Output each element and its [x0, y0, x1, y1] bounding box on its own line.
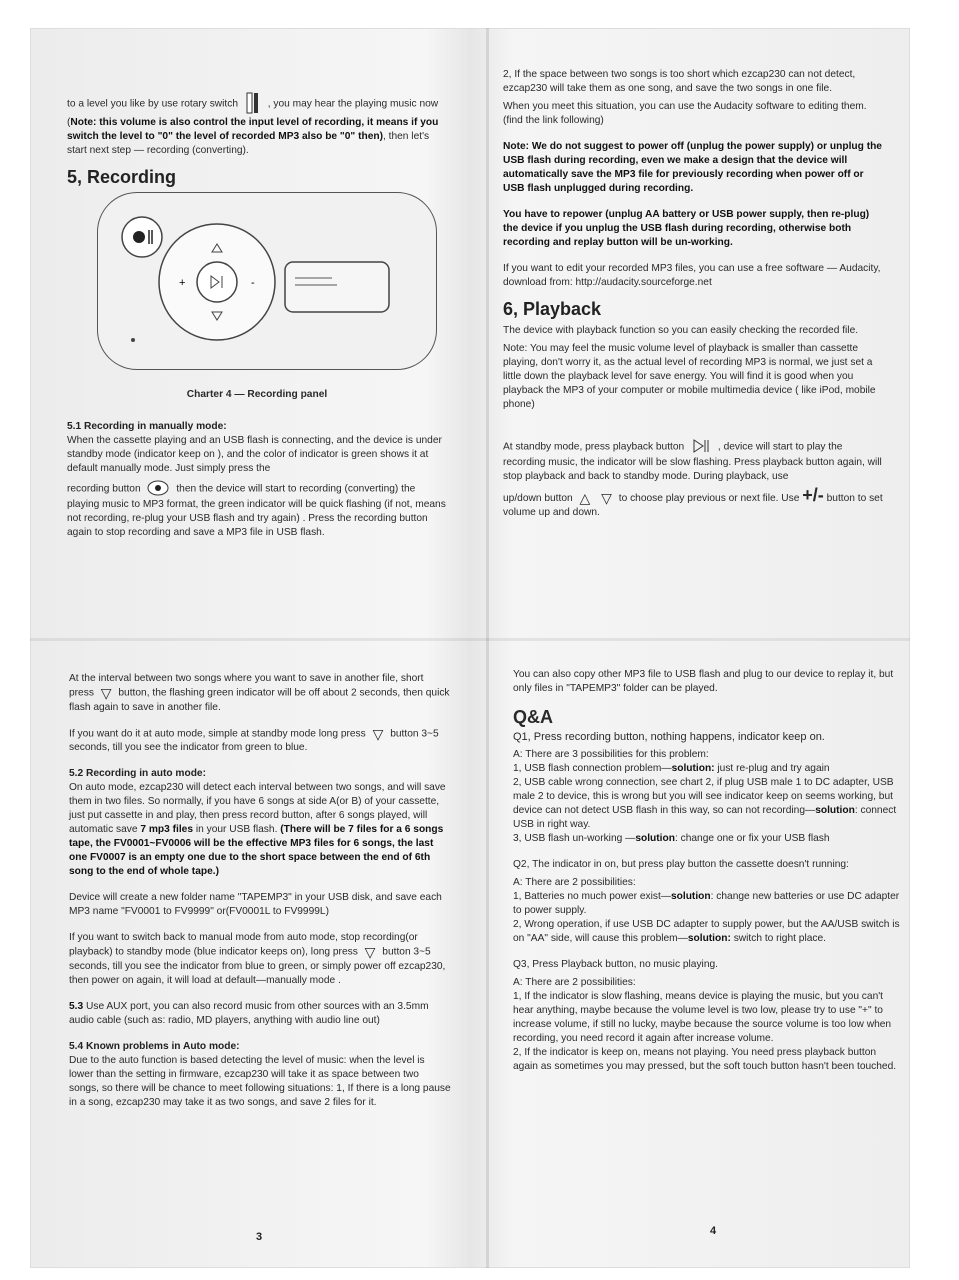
interval-text-a: At the interval between two songs where you want to save in another file, short press: [69, 673, 424, 699]
play-pause-icon: [691, 438, 711, 456]
auto-text-a: If you want do it at auto mode, simple at standby mode long press: [69, 728, 366, 740]
down-triangle-icon: ▽: [100, 685, 112, 701]
copy-text: You can also copy other MP3 file to USB flash and plug to our device to replay it, but only files in "TAPEMP3" folder can be played.: [513, 669, 894, 694]
standby-text-a: At standby mode, press playback button: [503, 441, 685, 453]
q3-a: A: There are 2 possibilities:: [513, 977, 636, 988]
q1-3s: solution: [635, 833, 675, 844]
updown-text-b: to choose play previous or next file. Use: [618, 493, 800, 504]
rotary-switch-icon: [245, 92, 261, 116]
q2-1s: solution: [670, 891, 711, 902]
section-6-title: 6, Playback: [503, 299, 602, 319]
s52-title: 5.2 Recording in auto mode:: [69, 768, 206, 780]
q1-1b: just re-plug and try again: [714, 763, 830, 774]
plus-minus-symbol: +/-: [802, 485, 824, 505]
s51-record-label: recording button: [67, 483, 141, 495]
q3-1: 1, If the indicator is slow flashing, means device is playing the music, but you can't hear anything, maybe because the volume level is two low, please try to use "+" to increase volume, if still no lucky, maybe because the source volume is too low when recording, you need record it again after increase volume.: [513, 991, 892, 1044]
s52-text2: in your USB flash.: [193, 824, 278, 836]
page-number-4: 4: [710, 1225, 717, 1237]
section-5-title: 5, Recording: [67, 167, 177, 187]
q2-a: A: There are 2 possibilities:: [513, 877, 636, 888]
s51-text1: When the cassette playing and an USB flash is connecting, and the device is under standby mode (indicator keep on ), and the color of indicator is green shows it at default manually mode. Just simply press the: [67, 435, 442, 474]
page3-bottom-column: [69, 672, 451, 1122]
volume-note: Note: this volume is also control the input level of recording, it means if you switch the level to "0" the level of recorded MP3 also be "0" then): [67, 117, 439, 142]
down-triangle-icon: ▽: [601, 490, 612, 507]
page4-top-column: [503, 68, 883, 532]
repower-note: You have to repower (unplug AA battery or USB power supply, then re-plug) the device if you unplug the USB flash during recording, otherwise both recording and replay button will be un-working.: [503, 209, 870, 248]
s51-text2: then the device will start to recording (converting) the playing music to MP3 format, the green indicator will be quick flashing (if not, means not recording, re-plug your USB flash and try again) . Press the recording button again to stop recording and save a MP3 file in USB flash.: [67, 483, 446, 538]
q1-2s: solution: [815, 805, 855, 816]
qa-title: Q&A: [513, 707, 553, 727]
q2-2b: switch to right place.: [730, 933, 826, 944]
s51-title: 5.1 Recording in manually mode:: [67, 421, 227, 432]
s54-title: 5.4 Known problems in Auto mode:: [69, 1041, 240, 1053]
q1-3b: : change one or fix your USB flash: [674, 833, 830, 844]
page4-bottom-column: [513, 668, 903, 1074]
p4-space-text: 2, If the space between two songs is too short which ezcap230 can not detect, ezcap230 will take them as one song, and save the two songs in one file.: [503, 69, 856, 94]
fold-line-horizontal: [30, 638, 910, 641]
folder-text: Device will create a new folder name "TAPEMP3" in your USB disk, and save each MP3 name "FV0001 to FV9999" or(FV0001L to FV9999L): [69, 892, 442, 918]
record-button-icon: [147, 480, 169, 498]
switch-back-a: If you want to switch back to manual mode from auto mode, stop recording(or playback) to standby mode (blue indicator keeps on), long press: [69, 932, 418, 959]
s54-text: Due to the auto function is based detecting the level of music: when the level is lower than the setting in firmware, ezcap230 will take it as space between two songs, so there will be chance to meet following situations: 1, If there is a long pause in a song, ezcap230 may take it as two songs, and save 2 files for it.: [69, 1055, 451, 1109]
q2: Q2, The indicator in on, but press play button the cassette doesn't running:: [513, 859, 849, 870]
s53-text: Use AUX port, you can also record music from other sources with an 3.5mm audio cable (such as: radio, MD players, anything with audio line out): [69, 1001, 429, 1027]
s52-bold2: (There will be 7 files for a 6 songs tape, the FV0001~FV0006 will be the effective MP3 files for 6 songs, the last one FV0007 is an empty one due to the short space between the end of 6th song to the end of whole tape.): [69, 824, 444, 878]
q2-2a: 2, Wrong operation, if use USB DC adapter to supply power, but the AA/USB switch is on "AA" side, will cause this problem—: [513, 919, 900, 944]
q1-1a: 1, USB flash connection problem—: [513, 763, 672, 774]
down-triangle-icon: ▽: [372, 725, 384, 742]
q3-2: 2, If the indicator is keep on, means not playing. You need press playback button again as sometimes you may pressed, but the soft touch button hasn't been touched.: [513, 1047, 897, 1072]
q2-1b: : change new batteries or use DC adapter to power supply.: [513, 891, 900, 916]
svg-text:+: +: [179, 277, 186, 289]
svg-text:-: -: [251, 277, 255, 289]
p4-audacity-hint: When you meet this situation, you can use the Audacity software to editing them.(find the link following): [503, 101, 867, 126]
intro-text: to a level you like by use rotary switch: [67, 98, 238, 110]
fold-line-vertical: [486, 28, 489, 1268]
q1: Q1, Press recording button, nothing happens, indicator keep on.: [513, 731, 825, 743]
playback-note: Note: You may feel the music volume level of playback is smaller than cassette playing, don't worry it, as the actual level of recording MP3 is normal, we just set a little down the playback level for save energy. You will find it is good when you playback the MP3 of your computer or mobile multimedia device ( like iPod, mobile phone): [503, 343, 876, 410]
page3-top-column: [67, 92, 447, 552]
s52-bold1: 7 mp3 files: [140, 824, 194, 836]
q3: Q3, Press Playback button, no music playing.: [513, 959, 718, 970]
recording-panel-figure: [97, 192, 437, 382]
s52-text: On auto mode, ezcap230 will detect each interval between two songs, and will save them in two files. So normally, if you have 6 songs at side A(or B) of your cassette, just put cassette in and play, then press record button, after 6 songs played, will automatic save: [69, 782, 446, 836]
playback-intro: The device with playback function so you can easily checking the recorded file.: [503, 325, 859, 336]
power-note: Note: We do not suggest to power off (unplug the power supply) or unplug the USB flash during recording, even we make a design that the device will automatically save the MP3 file for previously recording when power off or USB flash unplugged during recording.: [503, 141, 882, 194]
intro-cont: , you may hear the playing music now (: [67, 98, 439, 128]
updown-text-a: up/down button: [503, 493, 573, 504]
q1-2a: 2, USB cable wrong connection, see chart 2, if plug USB male 1 to DC adapter, USB male 2 to device, this is wrong but you will see indicator keep on seems working, but device can not detect USB flash in this way, so can not recording—: [513, 777, 894, 816]
down-triangle-icon: ▽: [364, 944, 376, 961]
auto-text-b: button 3~5 seconds, till you see the indicator from green to blue.: [69, 728, 439, 754]
q2-2s: solution:: [687, 933, 731, 944]
figure-caption: Charter 4 — Recording panel: [186, 389, 328, 400]
q2-1a: 1, Batteries no much power exist—: [513, 891, 671, 902]
q1-3a: 3, USB flash un-working —: [513, 833, 636, 844]
audacity-text: If you want to edit your recorded MP3 files, you can use a free software — Audacity, download from: http://audacity.sourceforge.net: [503, 263, 881, 288]
page-number-3: 3: [256, 1231, 263, 1243]
q1-2b: : connect USB in right way.: [513, 805, 897, 830]
switch-back-b: button 3~5 seconds, till you see the indicator from blue to green, or simply power off ezcap230, then power on again, it will load at default—manually mode .: [69, 947, 446, 987]
up-triangle-icon: △: [579, 490, 591, 507]
q1-a: A: There are 3 possibilities for this problem:: [513, 749, 709, 760]
interval-text-b: button, the flashing green indicator will be off about 2 seconds, then quick flash again to save in another file.: [69, 687, 450, 713]
updown-text-c: button to set volume up and down.: [503, 493, 883, 518]
intro-end: , then let's start next step — recording (converting).: [67, 131, 430, 156]
q1-1s: solution:: [671, 763, 715, 774]
s53-bold: 5.3: [69, 1001, 84, 1013]
standby-text-b: , device will start to play the recording music, the indicator will be slow flashing. Press playback button again, will stop playback and back to standby mode. During playback, use: [503, 441, 882, 482]
